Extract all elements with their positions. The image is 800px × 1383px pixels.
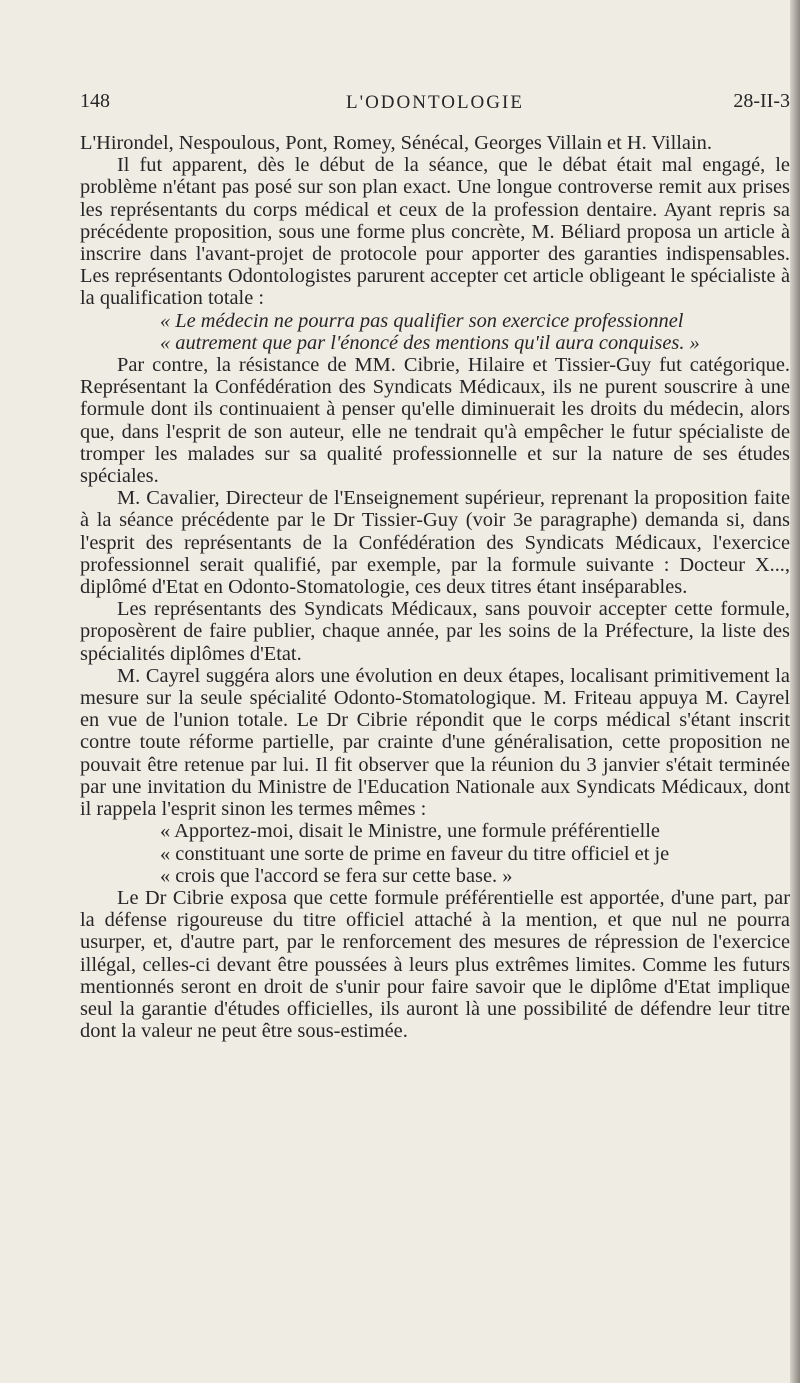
quote-line: « Le médecin ne pourra pas qualifier son exercice professionnel	[160, 309, 684, 332]
page-header	[80, 90, 790, 120]
running-title: L'ODONTOLOGIE	[346, 92, 524, 113]
issue-date: 28-II-3	[733, 90, 790, 112]
page-binding-edge	[790, 0, 800, 1383]
quote-line: « autrement que par l'énoncé des mentions qu'il aura conquises. »	[160, 331, 700, 354]
quote-line: « Apportez-moi, disait le Ministre, une formule préférentielle	[160, 820, 660, 843]
paragraph: Le Dr Cibrie exposa que cette formule préférentielle est apportée, d'une part, par la défense rigoureuse du titre officiel attaché à la mention, et que nul ne pourra usurper, et, d'autre part, par le renforcement des mesures de répression de l'exercice illégal, celles-ci devant être poussées à leurs plus extrêmes limites. Comme les futurs mentionnés seront en droit de s'unir pour faire savoir que le diplôme d'Etat implique seul la garantie d'études officielles, ils auront là une possibilité de défendre leur titre dont la valeur ne peut être sous-estimée.	[80, 886, 790, 1043]
quote-line: « crois que l'accord se fera sur cette base. »	[160, 864, 513, 887]
article-body	[80, 132, 790, 1042]
paragraph-attendees: L'Hirondel, Nespoulous, Pont, Romey, Sénécal, Georges Villain et H. Villain.	[80, 132, 712, 154]
paragraph: M. Cavalier, Directeur de l'Enseignement supérieur, reprenant la proposition faite à la séance précédente par le Dr Tissier-Guy (voir 3e paragraphe) demanda si, dans l'esprit des représentants de la Confédération des Syndicats Médicaux, l'exercice professionnel serait qualifié, par exemple, par la formule suivante : Docteur X..., diplômé d'Etat en Odonto-Stomatologie, ces deux titres étant inséparables.	[80, 487, 790, 599]
quote-line: « constituant une sorte de prime en faveur du titre officiel et je	[160, 842, 670, 865]
page-number: 148	[80, 90, 110, 112]
paragraph: Il fut apparent, dès le début de la séance, que le débat était mal engagé, le problème n'étant pas posé sur son plan exact. Une longue controverse remit aux prises les représentants du corps médical et ceux de la profession dentaire. Ayant repris sa précédente proposition, sous une forme plus concrète, M. Béliard proposa un article à inscrire dans l'avant-projet de protocole pour apporter des garanties indispensables. Les représentants Odontologistes parurent accepter cet article obligeant le spécialiste à la qualification totale :	[80, 154, 790, 310]
paragraph: Par contre, la résistance de MM. Cibrie, Hilaire et Tissier-Guy fut catégorique. Représentant la Confédération des Syndicats Médicaux, ils ne purent souscrire à une formule dont ils continuaient à penser qu'elle diminuerait les droits du médecin, alors que, dans l'esprit de son auteur, elle ne tendrait qu'à empêcher le futur spécialiste de tromper les malades sur sa qualité professionnelle et sur la nature de ses études spéciales.	[80, 354, 790, 488]
paragraph: M. Cayrel suggéra alors une évolution en deux étapes, localisant primitivement la mesure sur la seule spécialité Odonto-Stomatologique. M. Friteau appuya M. Cayrel en vue de l'union totale. Le Dr Cibrie répondit que le corps médical s'étant inscrit contre toute réforme partielle, par crainte d'une généralisation, cette proposition ne pouvait être retenue par lui. Il fit observer que la réunion du 3 janvier s'était terminée par une invitation du Ministre de l'Education Nationale aux Syndicats Médicaux, dont il rappela l'esprit sinon les termes mêmes :	[80, 664, 790, 821]
paragraph: Les représentants des Syndicats Médicaux, sans pouvoir accepter cette formule, proposèrent de faire publier, chaque année, par les soins de la Préfecture, la liste des spécialités diplômes d'Etat.	[80, 598, 790, 665]
